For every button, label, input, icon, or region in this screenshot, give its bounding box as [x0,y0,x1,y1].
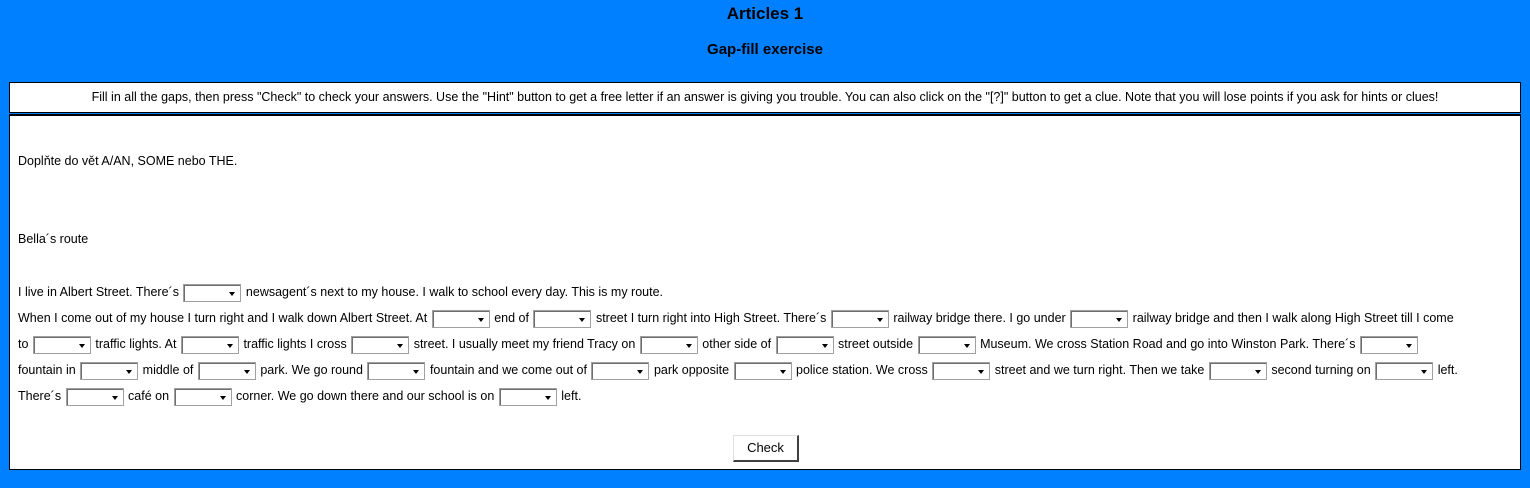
text-segment: park. We go round [260,363,363,377]
text-segment: street. I usually meet my friend Tracy on [413,337,636,351]
dropdown-arrow-icon [1255,370,1261,374]
gap-select-13[interactable] [80,362,138,380]
instructions-box: Fill in all the gaps, then press "Check" to check your answers. Use the "Hint" button to get a free letter if an answer is giving you trouble. You can also click on the "[?]" button to get a clue. Note that you will lose points if you ask for hints or clues! [9,82,1521,113]
dropdown-arrow-icon [637,370,643,374]
dropdown-arrow-icon [478,318,484,322]
dropdown-arrow-icon [686,344,692,348]
gap-select-10[interactable] [776,336,834,354]
gap-select-7[interactable] [181,336,239,354]
dropdown-arrow-icon [822,344,828,348]
route-title: Bella´s route [18,232,89,246]
dropdown-arrow-icon [1421,370,1427,374]
text-line-5 [18,385,581,407]
dropdown-arrow-icon [964,344,970,348]
gap-select-8[interactable] [351,336,409,354]
text-segment: street outside [838,337,914,351]
dropdown-arrow-icon [79,344,85,348]
text-segment: second turning on [1271,363,1371,377]
text-segment: fountain and we come out of [429,363,587,377]
gap-select-4[interactable] [831,310,889,328]
text-segment: street I turn right into High Street. There´s [595,311,827,325]
gap-select-16[interactable] [591,362,649,380]
gap-select-22[interactable] [174,388,232,406]
gap-select-19[interactable] [1209,362,1267,380]
dropdown-arrow-icon [220,396,226,400]
dropdown-arrow-icon [780,370,786,374]
text-segment: left. [1437,363,1458,377]
gap-select-15[interactable] [367,362,425,380]
text-segment: newsagent´s next to my house. I walk to school every day. This is my route. [245,285,664,299]
text-line-3 [18,333,1419,355]
exercise-prompt: Doplňte do vět A/AN, SOME nebo THE. [18,154,238,168]
dropdown-arrow-icon [579,318,585,322]
text-line-2 [18,307,1454,329]
dropdown-arrow-icon [1116,318,1122,322]
gap-select-12[interactable] [1360,336,1418,354]
gap-select-9[interactable] [640,336,698,354]
text-line-4 [18,359,1458,381]
gap-select-14[interactable] [198,362,256,380]
check-button[interactable]: Check [733,435,799,462]
text-segment: street and we turn right. Then we take [994,363,1205,377]
gap-select-11[interactable] [918,336,976,354]
dropdown-arrow-icon [229,292,235,296]
dropdown-arrow-icon [126,370,132,374]
exercise-panel [9,114,1521,470]
text-segment: middle of [142,363,194,377]
gap-select-18[interactable] [932,362,990,380]
text-segment: There´s [18,389,62,403]
dropdown-arrow-icon [877,318,883,322]
page-title: Articles 1 [726,4,804,23]
dropdown-arrow-icon [244,370,250,374]
text-segment: Museum. We cross Station Road and go into Winston Park. There´s [980,337,1356,351]
gap-select-20[interactable] [1375,362,1433,380]
text-segment: fountain in [18,363,76,377]
gap-select-21[interactable] [66,388,124,406]
page-subtitle: Gap-fill exercise [707,41,823,58]
dropdown-arrow-icon [545,396,551,400]
gap-select-5[interactable] [1070,310,1128,328]
text-segment: café on [128,389,170,403]
text-segment: railway bridge there. I go under [893,311,1066,325]
text-segment: left. [561,389,582,403]
gap-select-2[interactable] [432,310,490,328]
dropdown-arrow-icon [1406,344,1412,348]
dropdown-arrow-icon [978,370,984,374]
text-segment: corner. We go down there and our school is on [236,389,495,403]
dropdown-arrow-icon [397,344,403,348]
gap-select-17[interactable] [734,362,792,380]
gap-select-23[interactable] [499,388,557,406]
text-segment: I live in Albert Street. There´s [18,285,179,299]
text-line-1 [18,281,663,303]
text-segment: When I come out of my house I turn right and I walk down Albert Street. At [18,311,428,325]
gap-select-3[interactable] [533,310,591,328]
gap-select-1[interactable] [183,284,241,302]
gap-select-6[interactable] [33,336,91,354]
dropdown-arrow-icon [112,396,118,400]
text-segment: end of [494,311,529,325]
dropdown-arrow-icon [413,370,419,374]
text-segment: police station. We cross [796,363,928,377]
text-segment: park opposite [653,363,730,377]
text-segment: railway bridge and then I walk along High Street till I come [1132,311,1454,325]
text-segment: traffic lights. At [95,337,177,351]
text-segment: to [18,337,29,351]
text-segment: other side of [702,337,772,351]
text-segment: traffic lights I cross [243,337,347,351]
dropdown-arrow-icon [227,344,233,348]
